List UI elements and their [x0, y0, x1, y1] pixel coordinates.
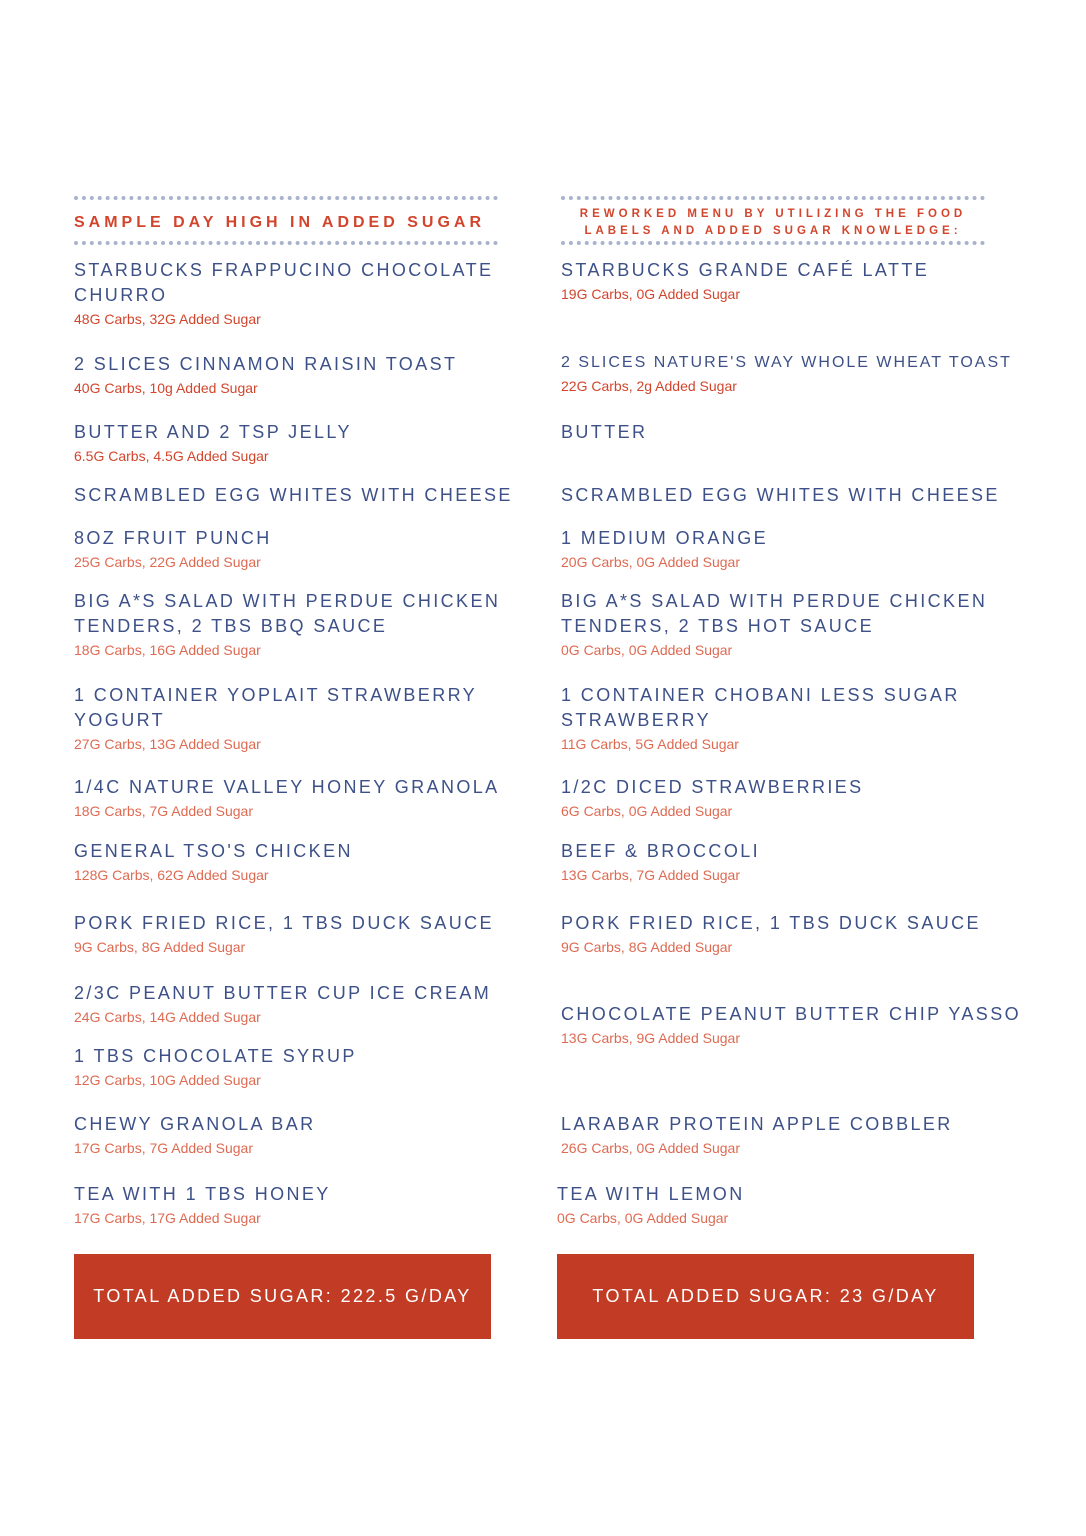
item-title: 2/3C PEANUT BUTTER CUP ICE CREAM	[74, 983, 492, 1003]
left-bottom-divider	[74, 241, 498, 245]
item-title: 1/2C DICED STRAWBERRIES	[561, 777, 864, 797]
item-title: BUTTER	[561, 422, 648, 442]
right-heading-line1: REWORKED MENU BY UTILIZING THE FOOD	[579, 208, 967, 220]
right-item	[561, 775, 1041, 820]
right-item	[557, 1182, 1037, 1227]
item-detail: 6.5G Carbs, 4.5G Added Sugar	[74, 448, 269, 464]
item-title: 1 MEDIUM ORANGE	[561, 528, 769, 548]
left-top-divider	[74, 196, 498, 200]
item-title: GENERAL TSO'S CHICKEN	[74, 841, 353, 861]
left-item	[74, 981, 514, 1026]
item-title: STARBUCKS FRAPPUCINO CHOCOLATE CHURRO	[74, 260, 494, 305]
left-item	[74, 1182, 514, 1227]
item-title: 8OZ FRUIT PUNCH	[74, 528, 272, 548]
left-item	[74, 589, 514, 659]
item-title: 1 TBS CHOCOLATE SYRUP	[74, 1046, 357, 1066]
item-title: BUTTER AND 2 TSP JELLY	[74, 422, 352, 442]
item-detail: 0G Carbs, 0G Added Sugar	[561, 642, 733, 658]
left-item	[74, 352, 514, 397]
item-title: STARBUCKS GRANDE CAFÉ LATTE	[561, 260, 930, 280]
right-item	[561, 839, 1041, 884]
item-title: SCRAMBLED EGG WHITES WITH CHEESE	[74, 485, 513, 505]
item-detail: 17G Carbs, 17G Added Sugar	[74, 1210, 261, 1226]
item-detail: 9G Carbs, 8G Added Sugar	[74, 939, 246, 955]
item-detail: 25G Carbs, 22G Added Sugar	[74, 554, 261, 570]
item-title: LARABAR PROTEIN APPLE COBBLER	[561, 1114, 953, 1134]
item-title: BIG A*S SALAD WITH PERDUE CHICKEN TENDERS, 2 TBS HOT SAUCE	[561, 591, 988, 636]
item-detail: 13G Carbs, 9G Added Sugar	[561, 1030, 740, 1046]
left-item	[74, 1112, 514, 1157]
item-title: TEA WITH LEMON	[557, 1184, 745, 1204]
left-item	[74, 911, 514, 956]
item-title: TEA WITH 1 TBS HONEY	[74, 1184, 331, 1204]
right-item	[561, 258, 1041, 303]
item-detail: 18G Carbs, 7G Added Sugar	[74, 803, 253, 819]
right-item	[561, 911, 1041, 956]
left-item	[74, 775, 514, 820]
item-title: BIG A*S SALAD WITH PERDUE CHICKEN TENDERS, 2 TBS BBQ SAUCE	[74, 591, 501, 636]
item-detail: 9G Carbs, 8G Added Sugar	[561, 939, 733, 955]
item-detail: 40G Carbs, 10g Added Sugar	[74, 380, 258, 396]
item-title: CHOCOLATE PEANUT BUTTER CHIP YASSO	[561, 1004, 1022, 1024]
left-item	[74, 483, 514, 508]
item-title: 1/4C NATURE VALLEY HONEY GRANOLA	[74, 777, 500, 797]
left-item	[74, 1044, 514, 1089]
item-detail: 24G Carbs, 14G Added Sugar	[74, 1009, 261, 1025]
right-item	[561, 526, 1041, 571]
item-detail: 0G Carbs, 0G Added Sugar	[557, 1210, 729, 1226]
item-detail: 26G Carbs, 0G Added Sugar	[561, 1140, 740, 1156]
item-title: BEEF & BROCCOLI	[561, 841, 761, 861]
item-detail: 12G Carbs, 10G Added Sugar	[74, 1072, 261, 1088]
right-item	[561, 350, 1061, 395]
item-detail: 20G Carbs, 0G Added Sugar	[561, 554, 740, 570]
right-total-box: TOTAL ADDED SUGAR: 23 G/DAY	[557, 1254, 974, 1339]
item-title: CHEWY GRANOLA BAR	[74, 1114, 316, 1134]
right-item	[561, 589, 1001, 659]
left-heading: SAMPLE DAY HIGH IN ADDED SUGAR	[74, 214, 485, 231]
item-title: PORK FRIED RICE, 1 TBS DUCK SAUCE	[561, 913, 981, 933]
item-title: SCRAMBLED EGG WHITES WITH CHEESE	[561, 485, 1000, 505]
left-item	[74, 526, 514, 571]
right-item	[561, 683, 981, 753]
right-heading-line2: LABELS AND ADDED SUGAR KNOWLEDGE:	[584, 225, 962, 237]
item-detail: 6G Carbs, 0G Added Sugar	[561, 803, 733, 819]
right-item	[561, 1002, 1061, 1047]
right-item	[561, 1112, 1041, 1157]
item-title: PORK FRIED RICE, 1 TBS DUCK SAUCE	[74, 913, 494, 933]
left-total-box: TOTAL ADDED SUGAR: 222.5 G/DAY	[74, 1254, 491, 1339]
left-item	[74, 258, 504, 328]
left-item	[74, 420, 514, 465]
item-detail: 48G Carbs, 32G Added Sugar	[74, 311, 261, 327]
item-detail: 27G Carbs, 13G Added Sugar	[74, 736, 261, 752]
right-item	[561, 483, 1041, 508]
item-detail: 128G Carbs, 62G Added Sugar	[74, 867, 269, 883]
item-detail: 22G Carbs, 2g Added Sugar	[561, 378, 737, 394]
item-detail: 17G Carbs, 7G Added Sugar	[74, 1140, 253, 1156]
item-title: 2 SLICES CINNAMON RAISIN TOAST	[74, 354, 458, 374]
item-detail: 13G Carbs, 7G Added Sugar	[561, 867, 740, 883]
item-title: 1 CONTAINER YOPLAIT STRAWBERRY YOGURT	[74, 685, 477, 730]
right-bottom-divider	[561, 241, 985, 245]
left-item	[74, 839, 514, 884]
right-top-divider	[561, 196, 985, 200]
left-item	[74, 683, 494, 753]
item-title: 2 SLICES NATURE'S WAY WHOLE WHEAT TOAST	[561, 354, 1012, 371]
right-item	[561, 420, 1041, 445]
item-detail: 18G Carbs, 16G Added Sugar	[74, 642, 261, 658]
item-detail: 19G Carbs, 0G Added Sugar	[561, 286, 740, 302]
item-title: 1 CONTAINER CHOBANI LESS SUGAR STRAWBERRY	[561, 685, 960, 730]
item-detail: 11G Carbs, 5G Added Sugar	[561, 736, 739, 752]
